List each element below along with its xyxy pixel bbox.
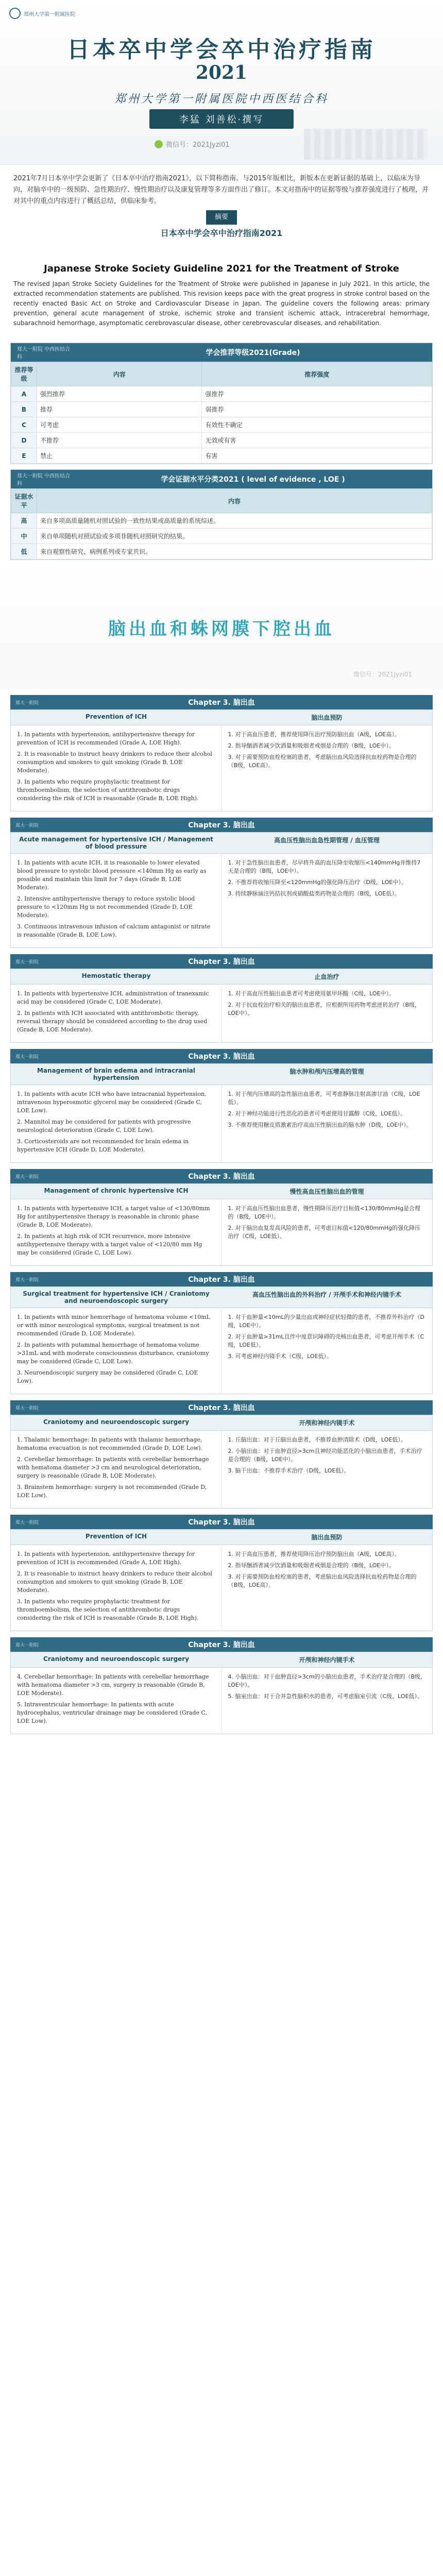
panel-header <box>11 1415 432 1431</box>
recommendation-cn: 1. 对于急性脑出血患者，尽早将升高的血压降至收缩压<140mmHg并维持7天是合理的（B级，LOE中）。 <box>228 859 421 874</box>
recommendation-en: 1. Thalamic hemorrhage: In patients with thalamic hemorrhage, hematoma evacuation is not recommended (Grade D, LOE Low). <box>17 1436 203 1451</box>
column-chinese <box>222 725 433 811</box>
panel-body <box>11 1085 432 1162</box>
recommendation-en: 5. Intraventricular hemorrhage: In patients with acute hydrocephalus, ventricular drainage may be considered (Grade C, LOE Low). <box>17 1701 208 1724</box>
content-cell: 可考虑 <box>37 417 202 433</box>
university-logo <box>9 5 87 22</box>
panel-header <box>11 1184 432 1199</box>
recommendation-cn: 1. 对于高血压患者，推荐使用降压治疗预防脑出血（A级，LOE高）。 <box>228 1551 400 1557</box>
wechat-icon <box>155 140 163 148</box>
panel-body <box>11 1431 432 1508</box>
recommendation-cn: 3. 可考虑神经内镜手术（C级，LOE低）。 <box>228 1353 333 1360</box>
university-name: 郑州大学第一附属医院 <box>24 11 75 18</box>
chapter-bar <box>10 1049 433 1063</box>
panel-heading-en: Craniotomy and neuroendoscopic surgery <box>43 1655 190 1663</box>
chapter-bar <box>10 1272 433 1286</box>
column-header: 推荐等级 <box>11 362 37 386</box>
chapter-title: Chapter 3. 脑出血 <box>188 1404 255 1412</box>
column-chinese <box>222 854 433 947</box>
chapter-panel <box>10 1183 433 1266</box>
panel-header <box>11 1064 432 1085</box>
strength-cell: 弱推荐 <box>202 402 432 417</box>
column-english <box>11 1199 222 1265</box>
recommendation-en: 1. In patients with hypertensive ICH, a target value of <130/80mm Hg for antihypertensive therapy is reasonable in chronic phase (Grade B, LOE Moderate). <box>17 1205 210 1228</box>
recommendation-cn: 2. 对于抗血栓治疗相关的脑出血患者，应根据所用药物考虑逆转治疗（B级，LOE中）。 <box>228 1002 421 1016</box>
panel-heading-cn: 脑水肿和颅内压增高的管理 <box>289 1068 364 1075</box>
recommendation-en: 1. In patients with minor hemorrhage of hematoma volume <10mL or with minor neurological symptoms, surgical treatment is not recommended (Grade D, LOE Moderate). <box>17 1314 210 1337</box>
column-english <box>11 1308 222 1394</box>
panel-heading-cn: 止血治疗 <box>314 973 339 980</box>
wechat-text: 微信号：2021Jyzi01 <box>166 141 230 149</box>
evidence-table-title: 学会证据水平分类2021 ( level of evidence , LOE ) <box>161 476 345 484</box>
section-title-cn: 日本卒中学会卒中治疗指南2021 <box>160 228 283 238</box>
panel-header <box>11 969 432 985</box>
column-english <box>11 854 222 947</box>
recommendation-cn: 2. 不推荐将收缩压降至<120mmHg的强化降压治疗（D级，LOE中）。 <box>228 879 407 886</box>
recommendation-cn: 4. 小脑出血：对于血肿直径>3cm的小脑出血患者，手术治疗是合理的（B级，LOE中）。 <box>228 1673 427 1688</box>
chapter-logo: 郑大一附院 <box>15 1520 39 1526</box>
recommendation-en: 2. Mannitol may be considered for patients with progressive neurological deterioration (Grade C, LOE Low). <box>17 1118 191 1133</box>
chapter-panel <box>10 1652 433 1734</box>
content-cell: 禁止 <box>37 448 202 464</box>
recommendation-cn: 3. 对于需要预防血栓栓塞的患者，考虑脑出血风险选择抗血栓药物是合理的（B级，LOE高）。 <box>228 1573 417 1588</box>
chapter-bar <box>10 1400 433 1415</box>
chapter-bar <box>10 1637 433 1652</box>
chapter-panel <box>10 969 433 1043</box>
recommendation-en: 1. In patients with acute ICH, it is reasonable to lower elevated blood pressure to systolic blood pressure <140mm Hg as early as possible and maintain this limit for 7 days (Grade B, LOE Moderate). <box>17 859 207 891</box>
column-english <box>11 1545 222 1631</box>
recommendation-en: 2. Intensive antihypertensive therapy to reduce systolic blood pressure to <120mm Hg is not recommended (Grade D, LOE Moderate). <box>17 895 195 919</box>
column-english <box>11 1668 222 1734</box>
level-cell: 高 <box>11 513 37 529</box>
recommendation-en: 1. In patients with hypertension, antihypertensive therapy for prevention of ICH is recommended (Grade A, LOE High). <box>17 1551 195 1566</box>
university-seal-icon <box>9 8 21 19</box>
column-header: 内容 <box>37 362 202 386</box>
strength-cell: 有害 <box>202 448 432 464</box>
table-row <box>11 417 432 433</box>
abstract-body-en: The revised Japan Stroke Society Guidelines for the Treatment of Stroke were published in Japanese in July 2021. In this article, the extracted recommendation statements are published. This revision keeps pace with the great progress in stroke control based on the recently enacted Basic Act on Stroke and Cardiovascular Disease in Japan. The guideline covers the following areas: primary prevention, general acute management of stroke, ischemic stroke and transient ischemic attack, intracerebral hemorrhage, subarachnoid hemorrhage, asymptomatic cerebrovascular disease, other cerebrovascular diseases, and rehabilitation. <box>13 280 430 327</box>
recommendation-cn: 1. 对于颅内压增高的急性脑出血患者，可考虑静脉注射高渗甘油（C级，LOE低）。 <box>228 1091 420 1106</box>
panel-heading-en: Craniotomy and neuroendoscopic surgery <box>43 1418 190 1426</box>
chapter-title: Chapter 3. 脑出血 <box>188 1518 255 1527</box>
chapter-title: Chapter 3. 脑出血 <box>188 958 255 966</box>
recommendation-cn: 3. 持续静脉滴注钙拮抗剂或硝酸盐类药物是合理的（B级，LOE低）。 <box>228 890 400 897</box>
abstract-english <box>0 253 443 337</box>
recommendation-en: 3. Neuroendoscopic surgery may be considered (Grade C, LOE Low). <box>17 1369 198 1384</box>
panel-heading-en: Management of chronic hypertensive ICH <box>44 1187 189 1194</box>
panel-heading-en: Management of brain edema and intracranial hypertension <box>37 1067 196 1081</box>
wechat-id <box>155 139 294 149</box>
chapter-logo: 郑大一附院 <box>15 823 39 828</box>
strength-cell: 无效或有害 <box>202 433 432 448</box>
chapter-panel <box>10 1529 433 1631</box>
panel-heading-cn: 脑出血预防 <box>311 1534 343 1541</box>
panel-body <box>11 985 432 1042</box>
content-cell: 强烈推荐 <box>37 386 202 402</box>
panel-header <box>11 833 432 854</box>
column-header: 内容 <box>37 489 432 513</box>
intro-text: 2021年7月日本卒中学会更新了《日本卒中治疗指南2021》，以下简称指南。与2015年版相比，新版本在更新证据的基础上，以临床为导向，对脑卒中的一级预防、急性期治疗、慢性期治疗以及康复管理等多方面作出了修订。本文对指南中的证据等级与推荐强度进行了梳理，并对其中的重点内容进行了概括总结，供临床参考。 <box>13 175 429 205</box>
chapter-logo: 郑大一附院 <box>15 1405 39 1411</box>
panel-body <box>11 1199 432 1265</box>
column-english <box>11 725 222 811</box>
abstract-title-en: Japanese Stroke Society Guideline 2021 for the Treatment of Stroke <box>44 263 399 274</box>
intro-paragraph <box>0 165 443 253</box>
recommendation-en: 2. In patients with putaminal hemorrhage of hematoma volume >31mL and with moderate consciousness disturbance, craniotomy may be considered (Grade C, LOE Low). <box>17 1342 209 1365</box>
category-watermark: 微信号：2021Jyzi01 <box>353 671 412 678</box>
panel-heading-cn: 开颅和神经内镜手术 <box>299 1419 355 1427</box>
recommendation-en: 2. In patients at high risk of ICH recurrence, more intensive antihypertensive therapy with a target value of <120/80 mm Hg may be considered (Grade C, LOE Low). <box>17 1233 202 1256</box>
recommendation-en: 1. In patients with acute ICH who have intracranial hypertension, intravenous hyperosmotic glycerol may be considered (Grade C, LOE Low). <box>17 1091 207 1114</box>
panel-body <box>11 725 432 811</box>
content-cell: 不推荐 <box>37 433 202 448</box>
grade-table-header <box>11 343 432 362</box>
chapter-title: Chapter 3. 脑出血 <box>188 1276 255 1284</box>
chapters-list <box>0 695 443 1734</box>
chapter-logo: 郑大一附院 <box>15 1174 39 1180</box>
level-cell: 低 <box>11 544 37 560</box>
chapter-title: Chapter 3. 脑出血 <box>188 1173 255 1181</box>
table-logo: 郑大一附院 中西医结合科 <box>17 347 71 360</box>
chapter-logo: 郑大一附院 <box>15 700 39 706</box>
recommendation-cn: 2. 对于血肿量>31mL且伴中度意识障碍的壳核出血患者，可考虑开颅手术（C级，LOE低）。 <box>228 1333 424 1348</box>
chapter-title: Chapter 3. 脑出血 <box>188 1641 255 1649</box>
chapter-title: Chapter 3. 脑出血 <box>188 699 255 707</box>
author-badge: 李猛 刘善松·撰写 <box>149 109 294 129</box>
recommendation-cn: 2. 对于神经功能进行性恶化的患者可考虑使用甘露醇（C级，LOE低）。 <box>228 1110 406 1117</box>
page-title: 日本卒中学会卒中治疗指南 <box>67 37 376 63</box>
recommendation-cn: 1. 丘脑出血：对于丘脑出血患者，不推荐血肿清除术（D级，LOE低）。 <box>228 1436 406 1443</box>
recommendation-cn: 2. 小脑出血：对于血肿直径>3cm且神经功能恶化的小脑出血患者，手术治疗是合理的（B级，LOE中）。 <box>228 1448 422 1463</box>
panel-heading-cn: 高血压性脑出血的外科治疗 / 开颅手术和神经内镜手术 <box>252 1291 401 1298</box>
header-banner <box>0 0 443 165</box>
content-cell: 来自观察性研究、病例系列或专家共识。 <box>37 544 432 560</box>
column-header: 证据水平 <box>11 489 37 513</box>
column-english <box>11 1085 222 1162</box>
chapter-bar <box>10 1169 433 1183</box>
chapter-bar <box>10 695 433 709</box>
content-cell: 推荐 <box>37 402 202 417</box>
content-cell: 来自多项高质量随机对照试验的一致性结果或高质量的系统综述。 <box>37 513 432 529</box>
column-chinese <box>222 1545 433 1631</box>
chapter-logo: 郑大一附院 <box>15 1642 39 1648</box>
grade-cell: A <box>11 386 37 402</box>
panel-body <box>11 1308 432 1394</box>
table-row <box>11 544 432 560</box>
category-title: 脑出血和蛛网膜下腔出血 <box>108 618 335 639</box>
panel-header <box>11 1287 432 1308</box>
panel-body <box>11 1668 432 1734</box>
recommendation-en: 3. Corticosteroids are not recommended for brain edema in hypertensive ICH (Grade D, LOE Moderate). <box>17 1138 189 1153</box>
table-row <box>11 402 432 417</box>
recommendation-cn: 2. 对于脑出血复发高风险的患者，可考虑目标值<120/80mmHg的强化降压治疗（C级，LOE低）。 <box>228 1225 421 1240</box>
recommendation-en: 2. It is reasonable to instruct heavy drinkers to reduce their alcohol consumption and smokers to quit smoking (Grade B, LOE Moderate). <box>17 751 212 774</box>
page-title-year: 2021 <box>195 62 248 83</box>
recommendation-cn: 3. 对于需要预防血栓栓塞的患者，考虑脑出血风险选择抗血栓药物是合理的（B级，LOE高）。 <box>228 754 417 769</box>
grade-table-title: 学会推荐等级2021(Grade) <box>206 349 300 357</box>
column-chinese <box>222 1199 433 1265</box>
column-chinese <box>222 1308 433 1394</box>
recommendation-cn: 5. 脑室出血：对于合并急性脑积水的患者，可考虑脑室引流（C级，LOE低）。 <box>228 1693 423 1700</box>
panel-heading-cn: 慢性高血压性脑出血的管理 <box>289 1188 364 1195</box>
strength-cell: 强推荐 <box>202 386 432 402</box>
table-row <box>11 529 432 544</box>
panel-heading-en: Acute management for hypertensive ICH / Management of blood pressure <box>19 836 213 850</box>
recommendation-en: 3. In patients who require prophylactic treatment for thromboembolism, the selection of antithrombotic drugs considering the risk of ICH is reasonable (Grade B, LOE High). <box>17 778 199 802</box>
column-chinese <box>222 1431 433 1508</box>
recommendation-en: 4. Cerebellar hemorrhage: In patients with cerebellar hemorrhage with hematoma diameter >3 cm, surgery is reasonable (Grade B, LOE Moderate). <box>17 1673 209 1697</box>
panel-header <box>11 1530 432 1545</box>
evidence-table-header <box>11 470 432 488</box>
recommendation-cn: 3. 脑干出血：不推荐手术治疗（D级，LOE低）。 <box>228 1467 350 1474</box>
recommendation-en: 1. In patients with hypertensive ICH, administration of tranexamic acid may be considered (Grade C, LOE Moderate). <box>17 990 209 1005</box>
chapter-logo: 郑大一附院 <box>15 959 39 965</box>
recommendation-en: 3. In patients who require prophylactic treatment for thromboembolism, the selection of antithrombotic drugs considering the risk of ICH is reasonable (Grade B, LOE High). <box>17 1598 199 1621</box>
panel-header <box>11 710 432 725</box>
panel-body <box>11 1545 432 1631</box>
recommendation-en: 3. Continuous intravenous infusion of calcium antagonist or nitrate is reasonable (Grade B, LOE Low). <box>17 923 211 938</box>
recommendation-cn: 1. 对于高血压性脑出血患者可考虑使用氨甲环酸（C级，LOE中）。 <box>228 990 395 997</box>
evidence-table <box>10 469 433 560</box>
abstract-tag: 摘要 <box>206 210 237 225</box>
column-header: 推荐强度 <box>202 362 432 386</box>
column-english <box>11 985 222 1042</box>
table-row <box>11 433 432 448</box>
chapter-title: Chapter 3. 脑出血 <box>188 821 255 829</box>
panel-heading-en: Prevention of ICH <box>85 1533 147 1540</box>
chapter-bar <box>10 954 433 969</box>
panel-heading-en: Surgical treatment for hypertensive ICH / Craniotomy and neuroendoscopic surgery <box>23 1290 210 1304</box>
recommendation-cn: 2. 指导酗酒者减少饮酒量和吸烟者戒烟是合理的（B级，LOE中）。 <box>228 742 395 749</box>
page-subtitle: 郑州大学第一附属医院中西医结合科 <box>114 93 329 106</box>
grade-table-body <box>11 362 432 464</box>
column-chinese <box>222 985 433 1042</box>
table-logo: 郑大一附院 中西医结合科 <box>17 473 71 487</box>
evidence-table-body <box>11 488 432 560</box>
panel-heading-cn: 开颅和神经内镜手术 <box>299 1656 355 1664</box>
recommendation-en: 2. Cerebellar hemorrhage: In patients with cerebellar hemorrhage with hematoma diameter >3 cm and neurological deterioration, surgery is reasonable (Grade B, LOE Moderate). <box>17 1456 209 1479</box>
category-title-block <box>0 565 443 689</box>
panel-heading-en: Hemostatic therapy <box>81 972 151 979</box>
panel-heading-en: Prevention of ICH <box>85 713 147 720</box>
recommendation-cn: 2. 指导酗酒者减少饮酒量和吸烟者戒烟是合理的（B级，LOE中）。 <box>228 1562 395 1569</box>
recommendation-en: 2. In patients with ICH associated with antithrombotic therapy, reversal therapy should be considered according to the drug used (Grade B, LOE Moderate). <box>17 1010 208 1033</box>
grade-table <box>10 343 433 464</box>
panel-body <box>11 854 432 947</box>
chapter-bar <box>10 1515 433 1529</box>
recommendation-cn: 1. 对于高血压患者，推荐使用降压治疗预防脑出血（A级，LOE高）。 <box>228 731 400 738</box>
recommendation-en: 1. In patients with hypertension, antihypertensive therapy for prevention of ICH is recommended (Grade A, LOE High). <box>17 731 195 746</box>
recommendation-en: 3. Brainstem hemorrhage: surgery is not recommended (Grade D, LOE Low). <box>17 1484 207 1499</box>
chapter-panel <box>10 1286 433 1394</box>
recommendation-cn: 1. 对于血肿量<10mL的少量出血或神经症状轻微的患者，不推荐外科治疗（D级，LOE中）。 <box>228 1314 425 1329</box>
chapter-bar <box>10 818 433 832</box>
chapter-logo: 郑大一附院 <box>15 1277 39 1283</box>
table-row <box>11 386 432 402</box>
level-cell: 中 <box>11 529 37 544</box>
chapter-title: Chapter 3. 脑出血 <box>188 1053 255 1061</box>
chapter-panel <box>10 832 433 948</box>
chapter-panel <box>10 1063 433 1163</box>
panel-header <box>11 1652 432 1668</box>
chapter-panel <box>10 1415 433 1509</box>
grade-cell: B <box>11 402 37 417</box>
recommendation-cn: 1. 对于高血压性脑出血患者，慢性期降压治疗目标值<130/80mmHg是合理的（B级，LOE中）。 <box>228 1205 421 1220</box>
column-chinese <box>222 1085 433 1162</box>
column-english <box>11 1431 222 1508</box>
recommendation-cn: 3. 不推荐使用糖皮质激素治疗高血压性脑出血的脑水肿（D级，LOE中）。 <box>228 1122 412 1128</box>
grade-cell: E <box>11 448 37 464</box>
recommendation-en: 2. It is reasonable to instruct heavy drinkers to reduce their alcohol consumption and smokers to quit smoking (Grade B, LOE Moderate). <box>17 1570 212 1594</box>
skyline-decoration <box>304 129 428 160</box>
table-row <box>11 513 432 529</box>
grade-cell: C <box>11 417 37 433</box>
chapter-panel <box>10 709 433 811</box>
content-cell: 来自单项随机对照试验或多项非随机对照研究的结果。 <box>37 529 432 544</box>
table-row <box>11 448 432 464</box>
grade-cell: D <box>11 433 37 448</box>
chapter-logo: 郑大一附院 <box>15 1054 39 1060</box>
column-chinese <box>222 1668 433 1734</box>
panel-heading-cn: 高血压性脑出血急性期管理 / 血压管理 <box>274 837 380 844</box>
strength-cell: 有效性不确定 <box>202 417 432 433</box>
panel-heading-cn: 脑出血预防 <box>311 714 343 721</box>
